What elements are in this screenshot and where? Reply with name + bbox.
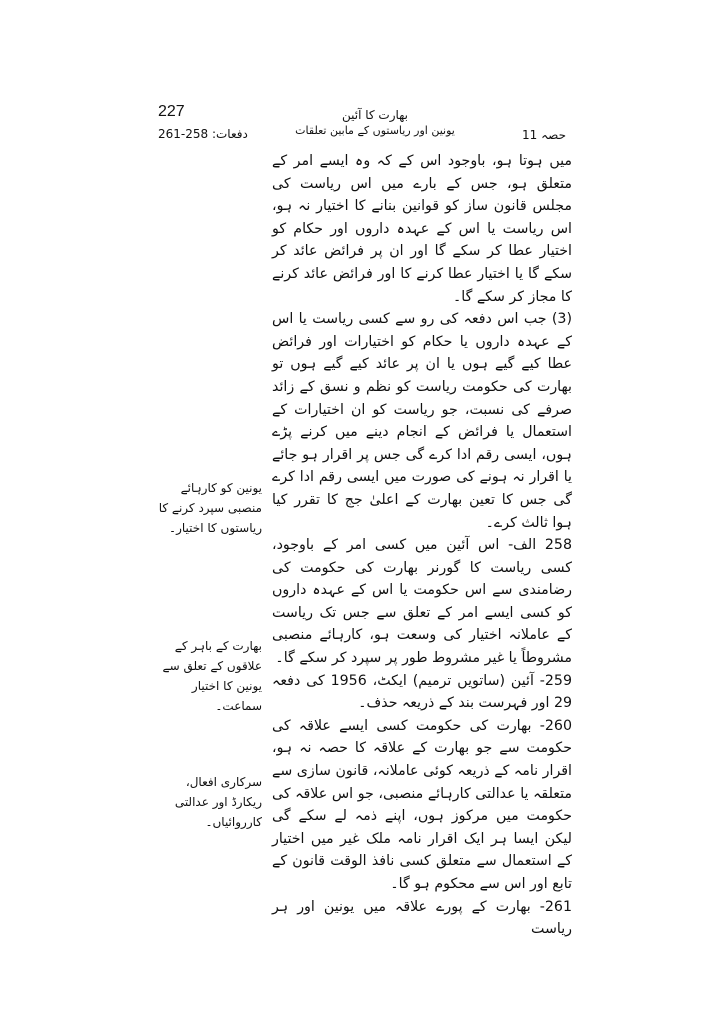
part-label: حصہ 11 xyxy=(522,128,566,142)
margin-note: بھارت کے باہر کے علاقوں کے تعلق سے یونین کا اختیار سماعت۔ xyxy=(162,639,262,713)
margin-note: یونین کو کارہائے منصبی سپرد کرنے کا ریاستوں کا اختیار۔ xyxy=(158,481,262,535)
paragraph: 261- بھارت کے پورے علاقہ میں یونین اور ہر ریاست xyxy=(272,898,572,938)
running-header xyxy=(290,108,460,138)
sections-label: دفعات: 258-261 xyxy=(158,127,248,141)
paragraph: میں ہوتا ہو، باوجود اس کے کہ وہ ایسے امر کے متعلق ہو، جس کے بارے میں اس ریاست کی مجلس قانون ساز کو قوانین بنانے کا اختیار نہ ہو، اس ریاست یا اس کے عہدہ داروں اور حکام کو اختیار عطا کر سکے گا اور ان پر فرائض عائد کر سکے گا یا اختیار عطا کرنے کا اور فرائض عائد کرنے کا مجاز کر سکے گا۔ xyxy=(272,153,572,305)
margin-note: سرکاری افعال، ریکارڈ اور عدالتی کارروائیاں۔ xyxy=(174,775,262,829)
paragraph: 258 الف- اس آئین میں کسی امر کے باوجود، کسی ریاست کا گورنر بھارت کی حکومت کی رضامندی سے اس حکومت یا اس کے عہدہ داروں کو کسی ایسے امر کے تعلق سے جس تک ریاست کے عاملانہ اختیار کی وسعت ہو، کارہائے منصبی مشروطاً یا غیر مشروط طور پر سپرد کر سکے گا۔ xyxy=(272,537,572,667)
paragraph: (3) جب اس دفعہ کی رو سے کسی ریاست یا اس کے عہدہ داروں یا حکام کو اختیارات اور فرائض عطا کیے گیے ہوں یا ان پر عائد کیے گیے ہوں تو بھارت کی حکومت ریاست کو نظم و نسق کے زائد صرفے کی نسبت، جو ریاست کو ان اختیارات کے استعمال یا فرائض کے انجام دینے میں کرنے پڑے ہوں، ایسی رقم ادا کرے گی جس پر اقرار ہو جائے یا اقرار نہ ہونے کی صورت میں ایسی رقم ادا کرے گی جس کا تعین بھارت کے اعلیٰ جج کا تقرر کیا ہوا ثالث کرے۔ xyxy=(272,311,572,531)
main-text xyxy=(272,150,572,941)
book-title: بھارت کا آئین xyxy=(341,108,409,122)
paragraph: 260- بھارت کی حکومت کسی ایسے علاقہ کی حکومت سے جو بھارت کے علاقہ کا حصہ نہ ہو، اقرار نامہ کے ذریعہ کوئی عاملانہ، قانون سازی سے متعلقہ یا عدالتی کارہائے منصبی، جو اس علاقہ کی حکومت میں مرکوز ہوں، اپنے ذمہ لے سکے گی لیکن ایسا ہر ایک اقرار نامہ ملک غیر میں اختیار کے استعمال سے متعلق کسی نافذ الوقت قانون کے تابع اور اس سے محکوم ہو گا۔ xyxy=(272,717,572,892)
paragraph: 259- آئین (ساتویں ترمیم) ایکٹ، 1956 کی دفعہ 29 اور فہرست بند کے ذریعہ حذف۔ xyxy=(272,672,572,712)
chapter-title: یونین اور ریاستوں کے مابین تعلقات xyxy=(295,124,455,137)
page-number: 227 xyxy=(158,103,185,120)
